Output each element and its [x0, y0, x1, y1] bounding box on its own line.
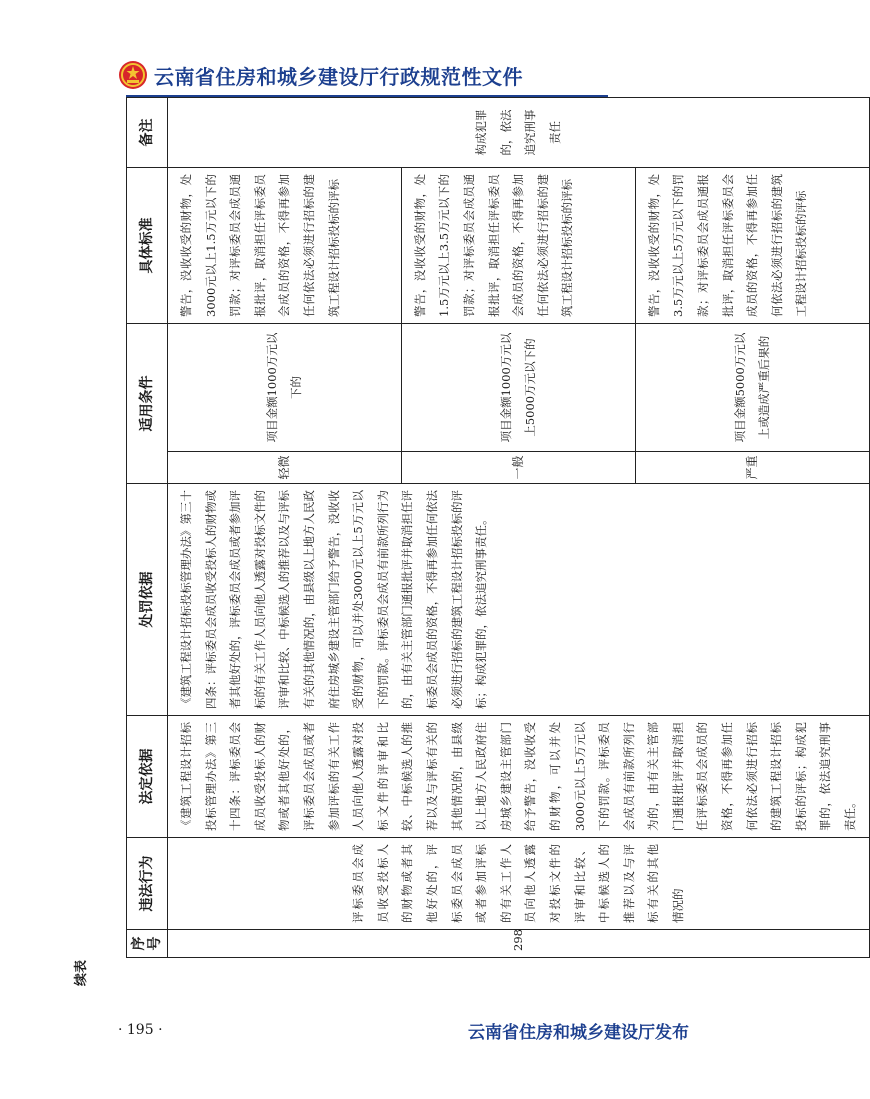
header-remark: 备注 [127, 98, 168, 168]
penalty-standard-table [126, 97, 870, 958]
cell-penalty: 《建筑工程设计招标投标管理办法》第三十四条：评标委员会成员收受投标人的财物或者其他好处的，评标委员会成员或者参加评标的有关工作人员向他人透露对投标文件的评审和比较、中标候选人的推荐以及与评标有关的其他情况的，由县级以上地方人民政府住房城乡建设主管部门给予警告，没收收受的财物，可以并处3000元以上5万元以下的罚款。评标委员会成员有前款所列行为的，由有关主管部门通报批评并取消担任评标委员会成员的资格，不得再参加任何依法必须进行招标的建筑工程设计招标投标的评标；构成犯罪的，依法追究刑事责任。 [168, 484, 870, 716]
publisher-footer: 云南省住房和城乡建设厅发布 [468, 1023, 689, 1043]
header-condition: 适用条件 [127, 324, 168, 484]
page-number: · 195 · [118, 1022, 163, 1038]
cell-basis: 《建筑工程设计招标投标管理办法》第三十四条：评标委员会成员收受投标人的财物或者其他好处的，评标委员会成员或者参加评标的有关工作人员向他人透露对投标文件的评审和比较、中标候选人的推荐以及与评标有关的其他情况的，由县级以上地方人民政府住房城乡建设主管部门给予警告，没收收受的财物，可以并处3000元以上5万元以下的罚款。评标委员会成员有前款所列行为的，由有关主管部门通报批评并取消担任评标委员会成员的资格，不得再参加任何依法必须进行招标的建筑工程设计招标投标的评标；构成犯罪的，依法追究刑事责任。 [168, 716, 870, 838]
cell-remark: 构成犯罪的，依法追究刑事责任 [168, 98, 870, 168]
cell-act: 评标委员会成员收受投标人的财物或者其他好处的，评标委员会成员或者参加评标的有关工作人员向他人透露对投标文件的评审和比较、中标候选人的推荐以及与评标有关的其他情况的 [168, 838, 870, 930]
header-penalty: 处罚依据 [127, 484, 168, 716]
cell-standard-severe: 警告，没收收受的财物，处3.5万元以上5万元以下的罚款；对评标委员会成员通报批评，取消担任评标委员会成员的资格，不得再参加任何依法必须进行招标的建筑工程设计招标投标的评标 [635, 168, 869, 324]
cell-condition-minor: 项目金额1000万元以下的 [168, 324, 402, 452]
page-header [118, 58, 618, 92]
table-row [168, 98, 402, 958]
continuation-label: 续表 [74, 959, 89, 986]
rotated-table-wrapper [126, 98, 858, 958]
national-emblem-icon [118, 60, 148, 90]
header-seq: 序号 [127, 930, 168, 958]
table-header-row [127, 98, 168, 958]
header-basis: 法定依据 [127, 716, 168, 838]
cell-level-minor: 轻微 [168, 452, 402, 484]
header-standard: 具体标准 [127, 168, 168, 324]
cell-seq: 298 [168, 930, 870, 958]
penalty-table-frame [126, 98, 858, 958]
cell-level-severe: 严重 [635, 452, 869, 484]
cell-condition-severe: 项目金额5000万元以上或造成严重后果的 [635, 324, 869, 452]
cell-standard-general: 警告，没收收受的财物，处1.5万元以上3.5万元以下的罚款；对评标委员会成员通报批评，取消担任评标委员会成员的资格，不得再参加任何依法必须进行招标的建筑工程设计招标投标的评标 [401, 168, 635, 324]
cell-level-general: 一般 [401, 452, 635, 484]
cell-condition-general: 项目金额1000万元以上5000万元以下的 [401, 324, 635, 452]
document-series-title: 云南省住房和城乡建设厅行政规范性文件 [154, 64, 523, 89]
cell-standard-minor: 警告，没收收受的财物，处3000元以上1.5万元以下的罚款；对评标委员会成员通报批评，取消担任评标委员会成员的资格，不得再参加任何依法必须进行招标的建筑工程设计招标投标的评标 [168, 168, 402, 324]
header-act: 违法行为 [127, 838, 168, 930]
